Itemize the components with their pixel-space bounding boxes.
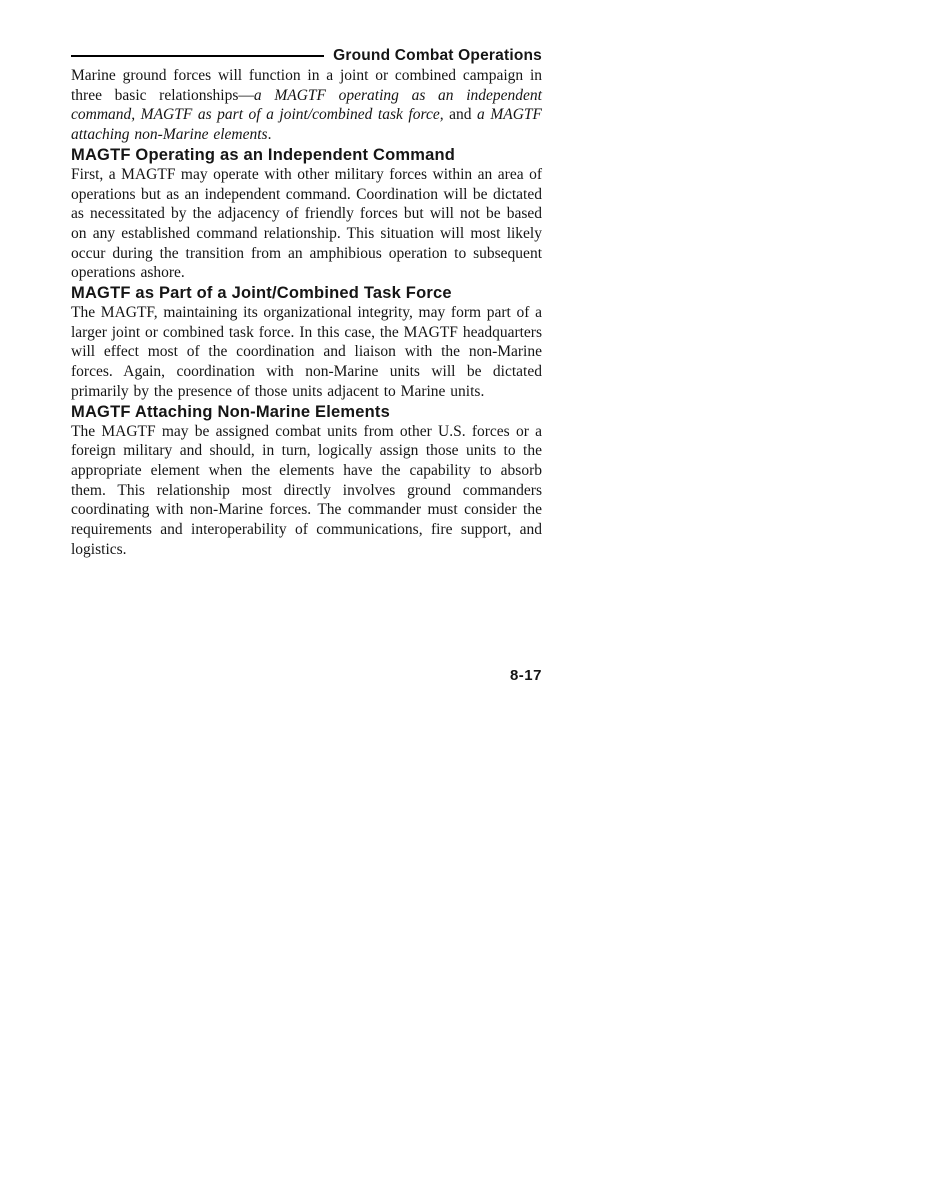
section-body-independent-command: First, a MAGTF may operate with other military forces within an area of operations but as an independent command. Coordination will be dictated as necessitated by the adjacency of friendly forces but will not be based on any established command relationship. This situation will most likely occur during the transition from an amphibious operation to subsequent operations ashore.: [71, 165, 542, 282]
header-rule: [71, 55, 324, 57]
intro-lead-text: Marine ground forces will function in a joint or combined campaign in three basic relationships—: [71, 67, 542, 104]
intro-italic-relationship-2: a MAGTF attaching non-Marine elements: [71, 106, 542, 144]
intro-italic-relationship-1: a MAGTF operating as an independent command, MAGTF as part of a joint/combined task force,: [71, 86, 542, 124]
page-number: 8-17: [509, 667, 542, 685]
section-body-attaching-non-marine-elements: The MAGTF may be assigned combat units from other U.S. forces or a foreign military and should, in turn, logically assign those units to the appropriate element when the elements have the capability to absorb them. This relationship most directly involves ground commanders coordinating with non-Marine forces. The commander must consider the requirements and interoperability of communications, fire support, and logistics.: [71, 422, 542, 558]
section-body-joint-combined-task-force: The MAGTF, maintaining its organizational integrity, may form part of a larger joint or combined task force. In this case, the MAGTF headquarters will effect most of the coordination and liaison with the non-Marine forces. Again, coordination with non-Marine units will be dictated primarily by the presence of those units adjacent to Marine units.: [71, 304, 542, 400]
header-title: Ground Combat Operations: [333, 47, 542, 64]
section-heading-joint-combined-task-force: MAGTF as Part of a Joint/Combined Task Force: [71, 284, 452, 303]
section-heading-independent-command: MAGTF Operating as an Independent Command: [71, 145, 456, 164]
intro-paragraph: [71, 66, 542, 145]
intro-conjunction: and: [443, 106, 478, 124]
page-header: [71, 46, 542, 66]
section-heading-attaching-non-marine-elements: MAGTF Attaching Non-Marine Elements: [71, 402, 390, 421]
intro-period: .: [267, 126, 272, 144]
text-column: [71, 46, 542, 684]
